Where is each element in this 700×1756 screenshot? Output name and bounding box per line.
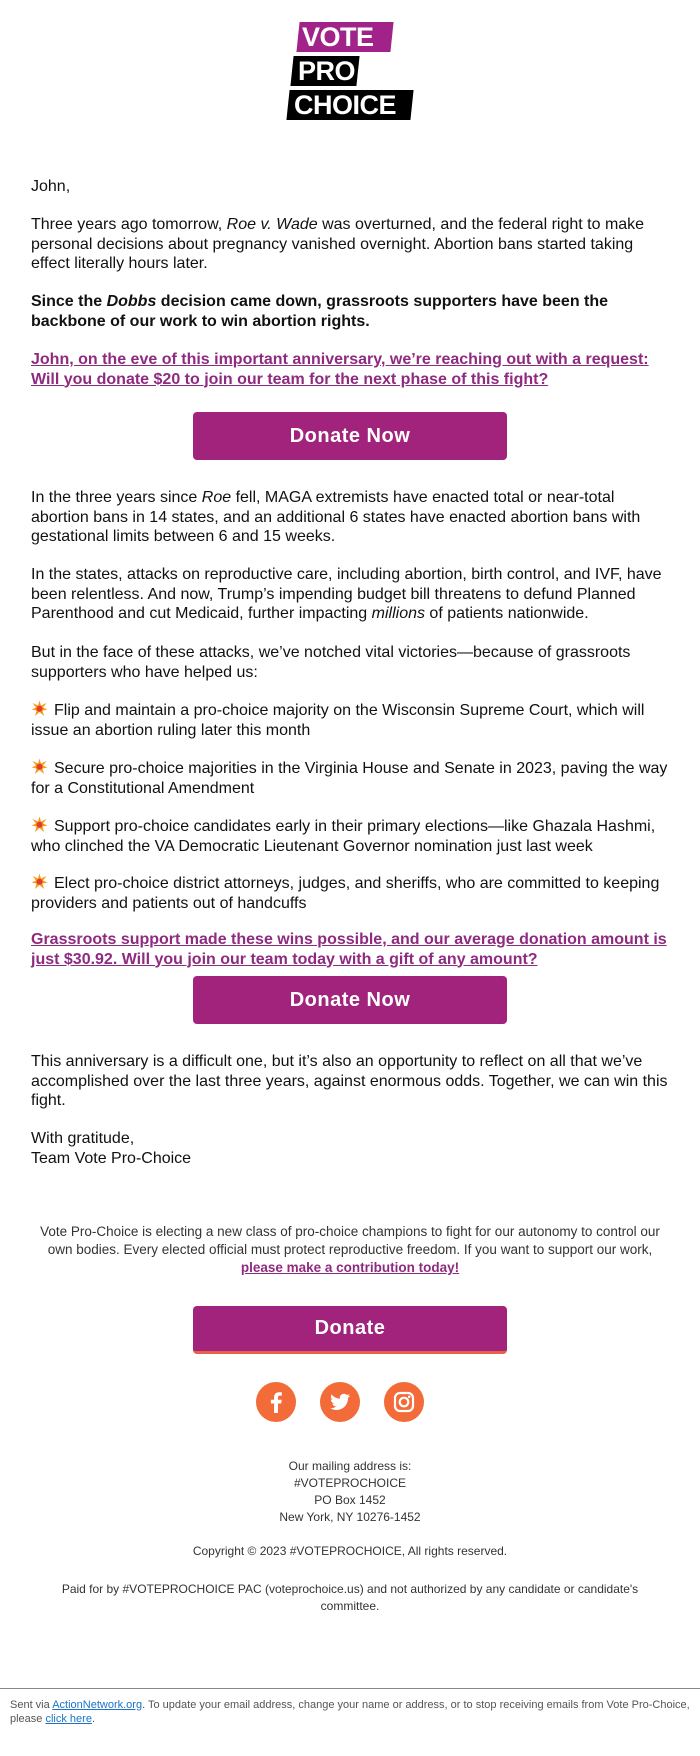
collision-icon — [31, 758, 48, 775]
twitter-link[interactable] — [320, 1382, 360, 1422]
greeting: John, — [31, 178, 71, 195]
actionnetwork-link[interactable]: ActionNetwork.org — [52, 1699, 143, 1711]
victory-item: Support pro-choice candidates early in their primary elections—like Ghazala Hashmi, who clinched the VA Democratic Lieutenant Governor nomination just last week — [31, 818, 656, 855]
intro-paragraph: Three years ago tomorrow, Roe v. Wade was overturned, and the federal right to make personal decisions about pregnancy vanished overnight. Abortion bans started taking effect literally hours later. — [31, 216, 645, 272]
collision-icon — [31, 873, 48, 890]
facebook-icon — [256, 1382, 296, 1422]
collision-icon — [31, 700, 48, 717]
logo-choice-text: CHOICE — [294, 90, 397, 120]
logo-choice-row — [286, 90, 413, 120]
twitter-icon — [320, 1382, 360, 1422]
contribute-link[interactable]: please make a contribution today! — [240, 1260, 460, 1275]
logo-pro-text: PRO — [298, 56, 356, 86]
logo-pro-row — [290, 56, 359, 86]
victory-item: Secure pro-choice majorities in the Virginia House and Senate in 2023, paving the way for a Constitutional Amendment — [31, 760, 668, 797]
instagram-link[interactable] — [384, 1382, 424, 1422]
logo-vote-row — [296, 22, 393, 52]
roe-paragraph: In the three years since Roe fell, MAGA extremists have enacted total or near-total abortion bans in 14 states, and an additional 6 states have enacted abortion bans with gestational limits between 6 and 15 weeks. — [31, 489, 641, 545]
victory-item: Flip and maintain a pro-choice majority on the Wisconsin Supreme Court, which will issue an abortion ruling later this month — [31, 702, 645, 739]
donate-now-button[interactable]: Donate Now — [193, 976, 507, 1024]
donate-now-button[interactable]: Donate Now — [193, 412, 507, 460]
victory-item: Elect pro-choice district attorneys, judges, and sheriffs, who are committed to keeping providers and patients out of handcuffs — [31, 875, 660, 912]
roe-v-wade: Roe v. Wade — [226, 216, 318, 233]
anniversary-paragraph: This anniversary is a difficult one, but it’s also an opportunity to reflect on all that we’ve accomplished over the last three years, against enormous odds. Together, we can win this fight. — [31, 1053, 668, 1109]
facebook-link[interactable] — [256, 1382, 296, 1422]
mailing-address: Our mailing address is: #VOTEPROCHOICE PO Box 1452 New York, NY 10276-1452 — [279, 1459, 421, 1524]
actionnetwork-footer: Sent via ActionNetwork.org. To update your email address, change your name or address, or to stop receiving emails from Vote Pro-Choice, please click here. — [10, 1699, 690, 1725]
footer-about: Vote Pro-Choice is electing a new class of pro-choice champions to fight for our autonomy to control our own bodies. Every elected official must protect reproductive freedom. If you want to support our work, please make a contribution today! — [40, 1224, 660, 1275]
instagram-icon — [384, 1382, 424, 1422]
bold-paragraph: Since the Dobbs decision came down, grassroots supporters have been the backbone of our work to win abortion rights. — [31, 293, 609, 330]
copyright: Copyright © 2023 #VOTEPROCHOICE, All rights reserved. — [192, 1544, 508, 1558]
collision-icon — [31, 816, 48, 833]
signoff: With gratitude, Team Vote Pro-Choice — [31, 1130, 192, 1167]
victories-intro: But in the face of these attacks, we’ve notched vital victories—because of grassroots supporters who have helped us: — [31, 644, 631, 681]
donate-ask-link-1[interactable]: John, on the eve of this important anniversary, we’re reaching out with a request: Will you donate $20 to join our team for the next phase of this fight? — [31, 351, 649, 388]
logo-vote-text: VOTE — [302, 22, 374, 52]
vote-pro-choice-logo[interactable] — [288, 22, 414, 126]
donate-ask-link-2[interactable]: Grassroots support made these wins possible, and our average donation amount is just $30.92. Will you join our team today with a gift of any amount? — [31, 931, 667, 968]
unsubscribe-link[interactable]: click here — [45, 1713, 92, 1725]
paid-for-disclaimer: Paid for by #VOTEPROCHOICE PAC (voteprochoice.us) and not authorized by any candidate or candidate's committee. — [61, 1582, 639, 1613]
footer-divider — [0, 1688, 700, 1689]
states-paragraph: In the states, attacks on reproductive care, including abortion, birth control, and IVF, have been relentless. And now, Trump’s impending budget bill threatens to defund Planned Parenthood and cut Medicaid, further impacting millions of patients nationwide. — [31, 566, 662, 622]
donate-button[interactable]: Donate — [193, 1306, 507, 1354]
